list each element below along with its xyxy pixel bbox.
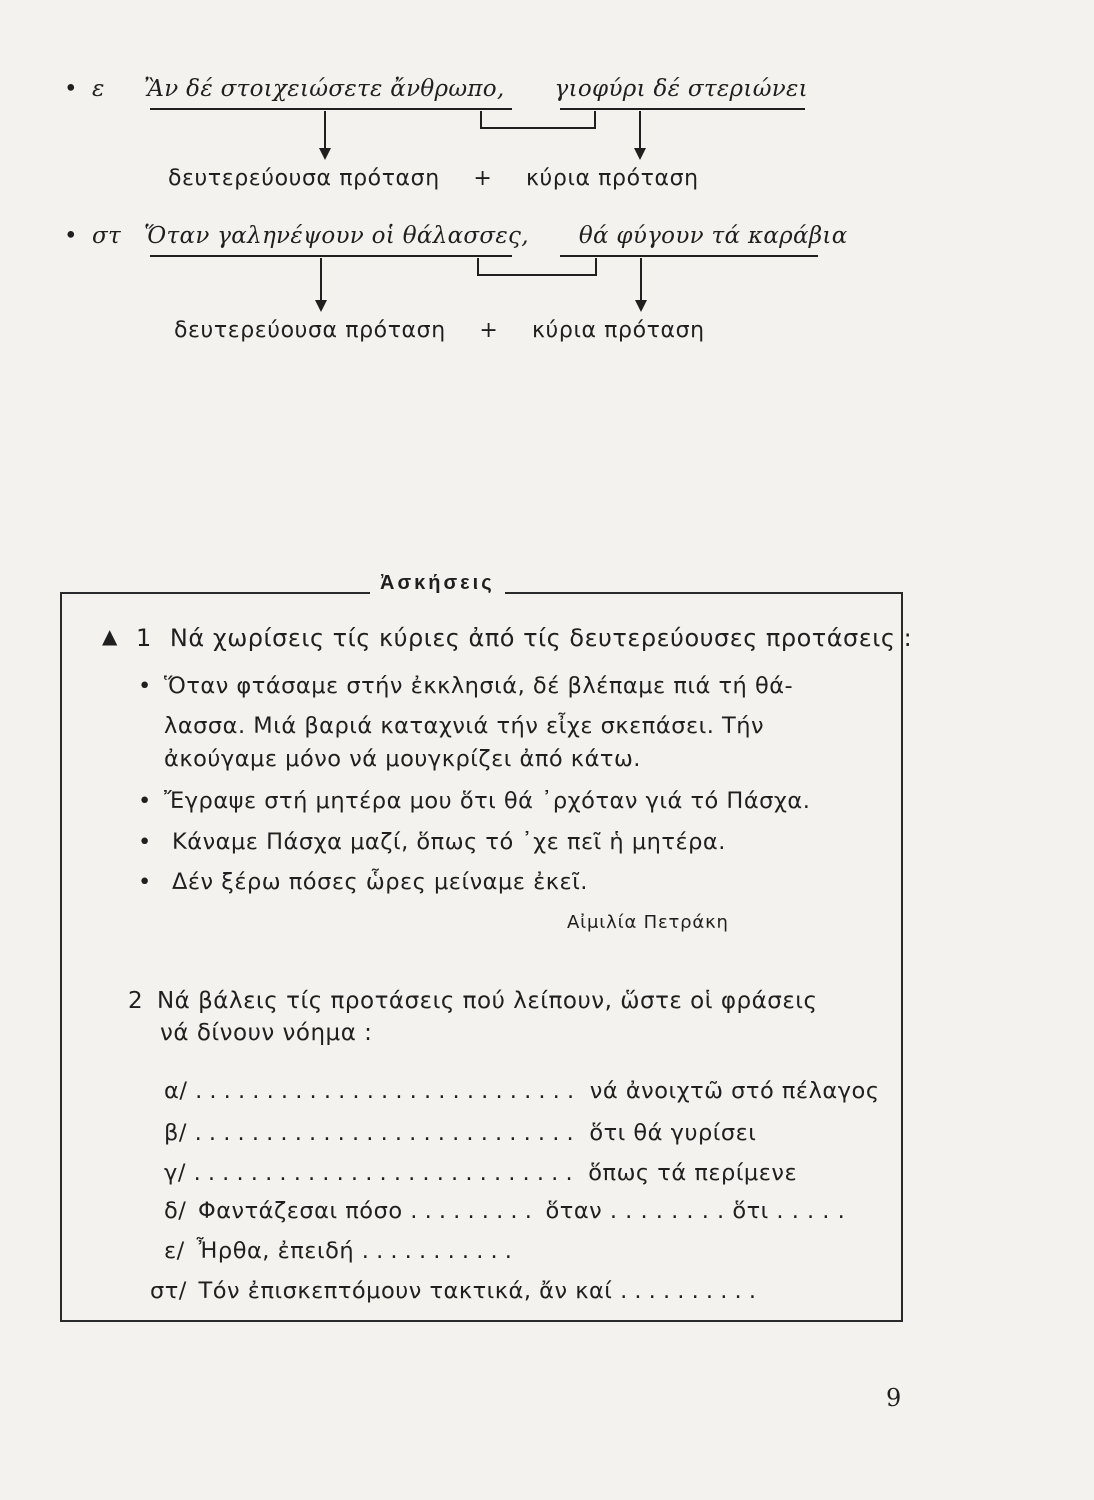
arrowhead-right-1	[634, 148, 646, 160]
exercise-1-line: ἀκούγαμε μόνο νά μουγκρίζει ἀπό κάτω.	[164, 746, 641, 772]
example-marker: ε	[92, 76, 105, 102]
fill-in-item: γ/ . . . . . . . . . . . . . . . . . . . . . . . . . . . ὅπως τά περίμενε	[164, 1160, 798, 1186]
example-sentence-1: • ε Ἂν δέ στοιχειώσετε ἄνθρωπο, γιοφύρι δέ στεριώνει	[64, 76, 808, 102]
fill-in-item: α/ . . . . . . . . . . . . . . . . . . . . . . . . . . . νά ἀνοιχτῶ στό πέλαγος	[164, 1078, 880, 1104]
label-main: κύρια πρόταση	[525, 166, 699, 191]
bracket-1	[481, 111, 595, 128]
plus-sign: +	[473, 166, 493, 191]
arrowhead-left-1	[319, 148, 331, 160]
clause-labels-1	[168, 166, 699, 191]
exercise-number: 2	[128, 988, 144, 1014]
exercise-1-prompt	[136, 626, 912, 650]
plus-sign: +	[479, 318, 499, 343]
exercise-number: 1	[136, 624, 152, 652]
exercise-1-line: • Ἔγραψε στή μητέρα μου ὅτι θά ᾽ρχόταν γιά τό Πάσχα.	[138, 788, 811, 814]
exercise-prompt-text: Νά χωρίσεις τίς κύριες ἀπό τίς δευτερεύουσες προτάσεις :	[169, 624, 913, 652]
clause-labels-2	[174, 318, 705, 343]
clause-diagram	[0, 0, 1094, 380]
exercises-title: Ἀσκήσεις	[370, 572, 505, 595]
exercise-1-line: • Ὅταν φτάσαμε στήν ἐκκλησιά, δέ βλέπαμε πιά τή θά-	[138, 673, 794, 699]
example-sentence-2: • στ Ὅταν γαληνέψουν οἱ θάλασσες, θά φύγουν τά καράβια	[64, 223, 848, 249]
exercise-1-line: λασσα. Μιά βαριά καταχνιά τήν εἶχε σκεπάσει. Τήν	[164, 713, 765, 739]
arrowhead-left-2	[315, 300, 327, 312]
page-number: 9	[886, 1384, 902, 1412]
subordinate-clause: Ὅταν γαληνέψουν οἱ θάλασσες,	[144, 223, 529, 249]
exercise-prompt-text: Νά βάλεις τίς προτάσεις πού λείπουν, ὥστε οἱ φράσεις	[156, 988, 818, 1014]
exercise-2-prompt	[128, 990, 818, 1013]
exercise-1-author: Αἰμιλία Πετράκη	[567, 912, 729, 933]
label-main: κύρια πρόταση	[531, 318, 705, 343]
label-subordinate: δευτερεύουσα πρόταση	[174, 318, 446, 343]
exercise-1-line: • Δέν ξέρω πόσες ὧρες μείναμε ἐκεῖ.	[138, 869, 588, 895]
subordinate-clause: Ἂν δέ στοιχειώσετε ἄνθρωπο,	[144, 76, 505, 102]
main-clause: γιοφύρι δέ στεριώνει	[554, 76, 808, 102]
fill-in-item: στ/ Τόν ἐπισκεπτόμουν τακτικά, ἄν καί . . . . . . . . . .	[150, 1278, 756, 1304]
bracket-2	[478, 258, 596, 275]
main-clause: θά φύγουν τά καράβια	[578, 223, 848, 249]
arrowhead-right-2	[635, 300, 647, 312]
exercise-2-prompt-cont: νά δίνουν νόημα :	[160, 1020, 373, 1046]
fill-in-item: δ/ Φαντάζεσαι πόσο . . . . . . . . . ὅταν . . . . . . . . ὅτι . . . . .	[164, 1198, 846, 1224]
example-marker: στ	[92, 223, 122, 249]
fill-in-item: ε/ Ἦρθα, ἐπειδή . . . . . . . . . . .	[164, 1238, 512, 1264]
label-subordinate: δευτερεύουσα πρόταση	[168, 166, 440, 191]
fill-in-item: β/ . . . . . . . . . . . . . . . . . . . . . . . . . . . ὅτι θά γυρίσει	[164, 1120, 757, 1146]
triangle-marker-icon: ▲	[102, 624, 118, 648]
exercise-1-line: • Κάναμε Πάσχα μαζί, ὅπως τό ᾽χε πεῖ ἡ μητέρα.	[138, 829, 726, 855]
